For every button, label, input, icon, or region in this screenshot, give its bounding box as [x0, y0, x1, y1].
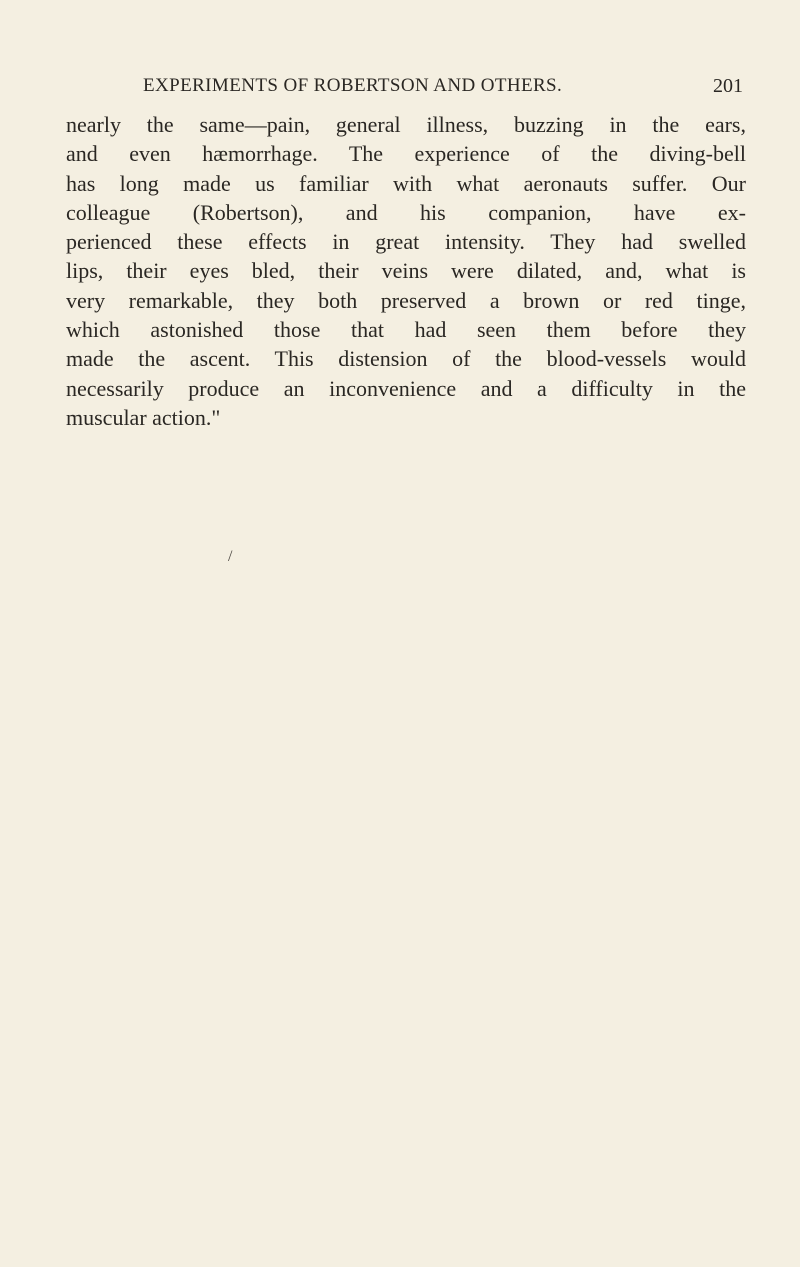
running-head — [143, 75, 743, 105]
text-line: and even hæmorrhage. The experience of the diving-bell — [66, 141, 746, 167]
text-line: nearly the same—pain, general illness, buzzing in the ears, — [66, 112, 746, 137]
text-line: lips, their eyes bled, their veins were dilated, and, what is — [66, 258, 746, 284]
text-line: necessarily produce an inconvenience and a difficulty in the — [66, 375, 746, 401]
body-paragraph — [66, 110, 746, 432]
text-line: very remarkable, they both preserved a brown or red tinge, — [66, 287, 746, 313]
text-line: made the ascent. This distension of the blood-vessels would — [66, 346, 746, 372]
page-number: 201 — [713, 75, 743, 97]
text-line-last: muscular action." — [66, 404, 221, 430]
text-line: colleague (Robertson), and his companion, have ex- — [66, 199, 746, 225]
text-line: perienced these effects in great intensity. They had swelled — [66, 229, 746, 255]
running-title: EXPERIMENTS OF ROBERTSON AND OTHERS. — [143, 75, 563, 96]
stray-mark: / — [228, 548, 233, 565]
text-line: which astonished those that had seen them before they — [66, 317, 746, 343]
text-line: has long made us familiar with what aeronauts suffer. Our — [66, 170, 746, 196]
